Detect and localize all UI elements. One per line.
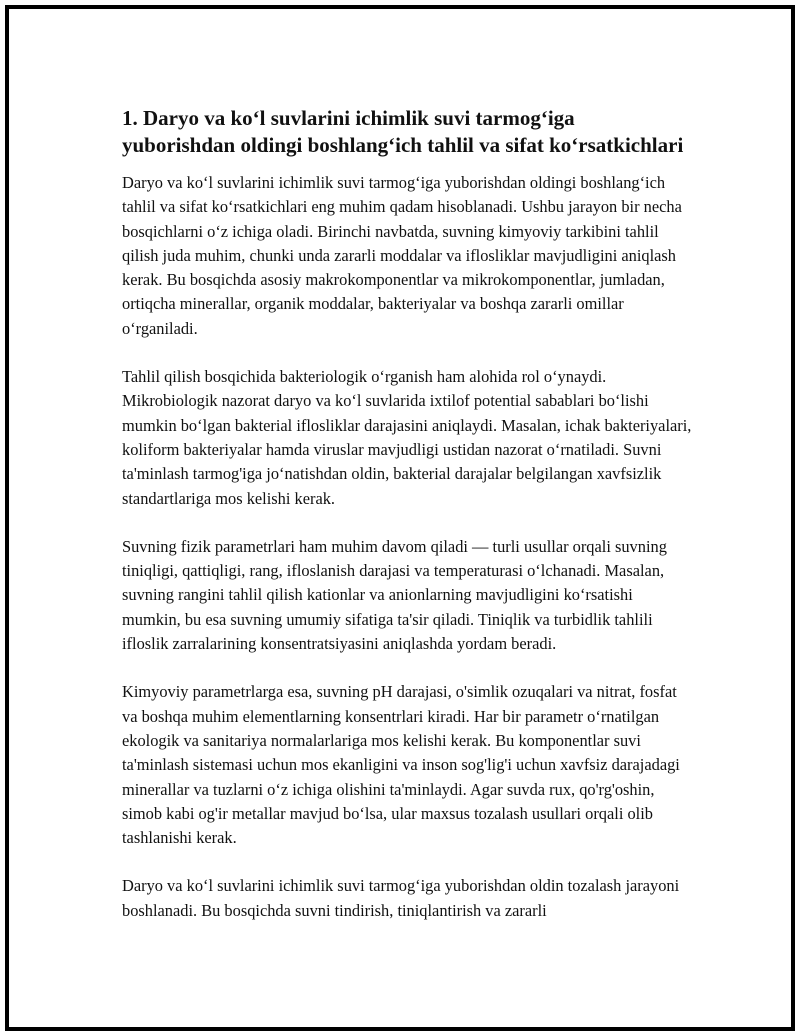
paragraph-5: Daryo va ko‘l suvlarini ichimlik suvi tarmog‘iga yuborishdan oldin tozalash jarayoni boshlanadi. Bu bosqichda suvni tindirish, tiniqlantirish va zararli xyxy=(122,876,680,920)
document-body xyxy=(122,105,692,947)
section-heading: 1. Daryo va ko‘l suvlarini ichimlik suvi tarmog‘iga yuborishdan oldingi boshlang‘ich tahlil va sifat ko‘rsatkichlari xyxy=(122,106,684,157)
paragraph-2: Tahlil qilish bosqichida bakteriologik o‘rganish ham alohida rol o‘ynaydi. Mikrobiologik nazorat daryo va ko‘l suvlarida ixtilof potential sabablari bo‘lishi mumkin bo‘lgan bakterial iflosliklar darajasini aniqlaydi. Masalan, ichak bakteriyalari, koliform bakteriyalar hamda viruslar mavjudligi ustidan nazorat o‘rnatiladi. Suvni ta'minlash tarmog'iga jo‘natishdan oldin, bakterial darajalar belgilangan xavfsizlik standartlariga mos kelishi kerak. xyxy=(122,367,692,508)
paragraph-4: Kimyoviy parametrlarga esa, suvning pH darajasi, o'simlik ozuqalari va nitrat, fosfat va boshqa muhim elementlarning konsentrlari kiradi. Har bir parametr o‘rnatilgan ekologik va sanitariya normalarlariga mos kelishi kerak. Bu komponentlar suvi ta'minlash sistemasi uchun mos ekanligini va inson sog'lig'i uchun xavfsiz darajadagi minerallar va tuzlarni o‘z ichiga olishini ta'minlaydi. Agar suvda rux, qo'rg'oshin, simob kabi og'ir metallar mavjud bo‘lsa, ular maxsus tozalash usullari orqali olib tashlanishi kerak. xyxy=(122,682,680,848)
paragraph-1: Daryo va ko‘l suvlarini ichimlik suvi tarmog‘iga yuborishdan oldingi boshlang‘ich tahlil va sifat ko‘rsatkichlari eng muhim qadam hisoblanadi. Ushbu jarayon bir necha bosqichlarni o‘z ichiga oladi. Birinchi navbatda, suvning kimyoviy tarkibini tahlil qilish juda muhim, chunki unda zararli moddalar va iflosliklar mavjudligini aniqlash kerak. Bu bosqichda asosiy makrokomponentlar va mikrokomponentlar, jumladan, ortiqcha minerallar, organik moddalar, bakteriyalar va boshqa zararli omillar o‘rganiladi. xyxy=(122,173,682,338)
paragraph-3: Suvning fizik parametrlari ham muhim davom qiladi — turli usullar orqali suvning tiniqligi, qattiqligi, rang, ifloslanish darajasi va temperaturasi o‘lchanadi. Masalan, suvning rangini tahlil qilish kationlar va anionlarning mavjudligini ko‘rsatishi mumkin, bu esa suvning umumiy sifatiga ta'sir qiladi. Tiniqlik va turbidlik tahlili ifloslik zarralarining konsentratsiyasini aniqlashda yordam beradi. xyxy=(122,536,667,654)
page-frame xyxy=(5,5,795,1031)
